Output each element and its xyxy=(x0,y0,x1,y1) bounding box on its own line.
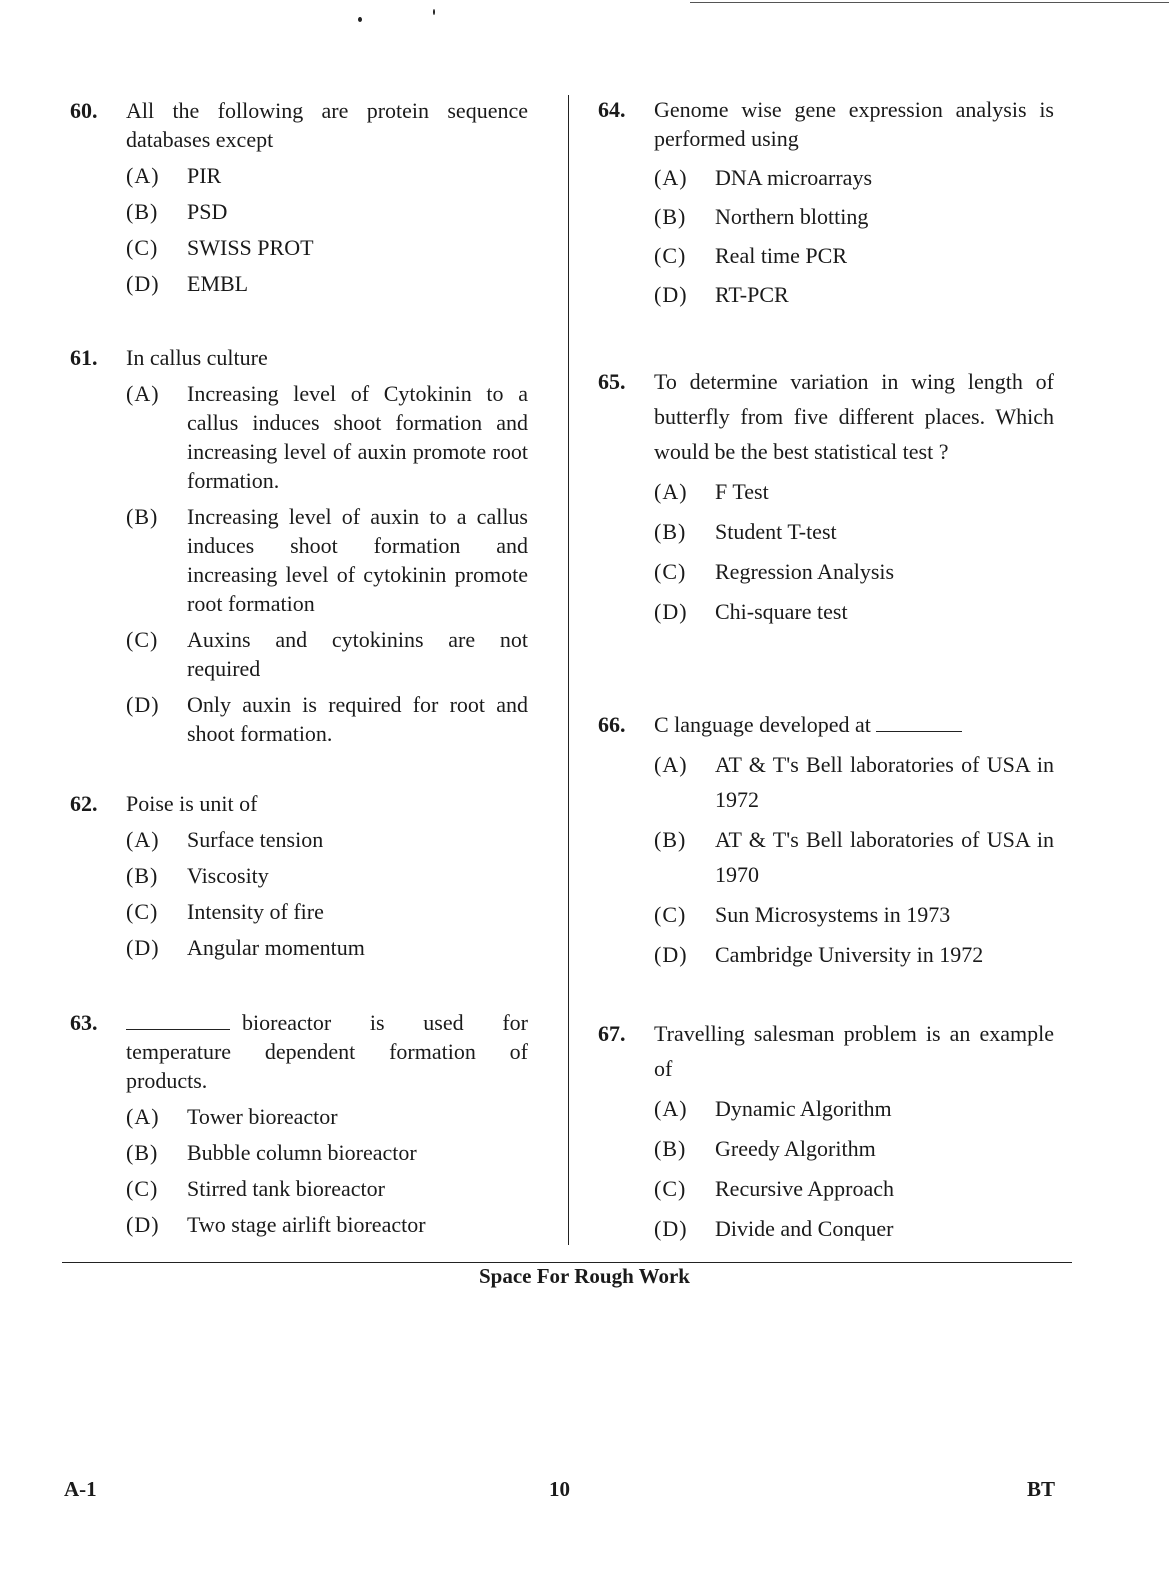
answer-blank xyxy=(126,1011,230,1030)
question-text: All the following are protein sequence databases except xyxy=(126,98,528,152)
option-a: (A) Dynamic Algorithm xyxy=(654,1096,892,1121)
top-edge-rule xyxy=(690,2,1169,3)
question-text: Genome wise gene expression analysis is performed using xyxy=(654,97,1054,151)
question-67 xyxy=(598,1016,1054,1246)
option-c: (C) Auxins and cytokinins are not required xyxy=(126,627,528,681)
option-a: (A) AT & T's Bell laboratories of USA in 1972 xyxy=(654,752,1054,812)
option-c: (C) Sun Microsystems in 1973 xyxy=(654,902,951,927)
option-d: (D) EMBL xyxy=(126,271,249,296)
page-number: 10 xyxy=(549,1477,570,1501)
scan-speck xyxy=(433,9,435,15)
option-d: (D) Chi-square test xyxy=(654,599,848,624)
question-number: 64. xyxy=(598,97,626,122)
bottom-rule xyxy=(62,1262,1072,1263)
question-number: 60. xyxy=(70,98,98,123)
question-text: To determine variation in wing length of butterfly from five different places. Which would be the best statistical test ? xyxy=(654,369,1054,464)
option-d: (D) Angular momentum xyxy=(126,935,365,960)
option-a: (A) Tower bioreactor xyxy=(126,1104,338,1129)
question-number: 62. xyxy=(70,791,98,816)
question-number: 61. xyxy=(70,345,98,370)
option-c: (C) Real time PCR xyxy=(654,243,847,268)
option-b: (B) Increasing level of auxin to a callus induces shoot formation and increasing level of cytokinin promote root formation xyxy=(126,504,528,616)
option-b: (B) Bubble column bioreactor xyxy=(126,1140,417,1165)
question-text: C language developed at xyxy=(654,712,871,737)
option-b: (B) AT & T's Bell laboratories of USA in 1970 xyxy=(654,827,1054,887)
option-c: (C) Intensity of fire xyxy=(126,899,324,924)
question-number: 65. xyxy=(598,369,626,394)
option-d: (D) Divide and Conquer xyxy=(654,1216,894,1241)
option-d: (D) RT-PCR xyxy=(654,282,789,307)
question-text: bioreactor is used for temperature dependent formation of products. xyxy=(126,1010,528,1093)
option-d: (D) Two stage airlift bioreactor xyxy=(126,1212,426,1237)
option-a: (A) F Test xyxy=(654,479,769,504)
question-62 xyxy=(70,789,528,962)
scan-speck xyxy=(358,17,362,22)
option-a: (A) PIR xyxy=(126,163,222,188)
question-text: Travelling salesman problem is an example of xyxy=(654,1021,1054,1081)
question-66 xyxy=(598,707,1054,972)
option-d: (D) Cambridge University in 1972 xyxy=(654,942,984,967)
footer-code: A-1 xyxy=(64,1477,97,1501)
option-c: (C) Stirred tank bioreactor xyxy=(126,1176,385,1201)
option-c: (C) Regression Analysis xyxy=(654,559,895,584)
question-65 xyxy=(598,364,1054,629)
option-a: (A) Increasing level of Cytokinin to a callus induces shoot formation and increasing level of auxin promote root formation. xyxy=(126,381,528,493)
question-number: 66. xyxy=(598,712,626,737)
rough-work-heading: Space For Rough Work xyxy=(478,1264,690,1288)
option-a: (A) Surface tension xyxy=(126,827,324,852)
option-d: (D) Only auxin is required for root and shoot formation. xyxy=(126,692,528,746)
option-b: (B) Viscosity xyxy=(126,863,269,888)
option-c: (C) SWISS PROT xyxy=(126,235,314,260)
option-b: (B) PSD xyxy=(126,199,228,224)
question-64 xyxy=(598,95,1054,309)
question-number: 63. xyxy=(70,1010,98,1035)
question-60 xyxy=(70,96,528,298)
option-a: (A) DNA microarrays xyxy=(654,165,873,190)
answer-blank xyxy=(876,713,962,732)
footer-subject: BT xyxy=(1027,1477,1056,1501)
question-text: Poise is unit of xyxy=(126,791,258,816)
option-b: (B) Northern blotting xyxy=(654,204,869,229)
option-b: (B) Greedy Algorithm xyxy=(654,1136,876,1161)
question-text: In callus culture xyxy=(126,345,268,370)
question-61 xyxy=(70,343,528,748)
question-number: 67. xyxy=(598,1021,626,1046)
question-63 xyxy=(70,1008,528,1239)
column-divider xyxy=(568,95,569,1245)
option-b: (B) Student T-test xyxy=(654,519,837,544)
option-c: (C) Recursive Approach xyxy=(654,1176,894,1201)
